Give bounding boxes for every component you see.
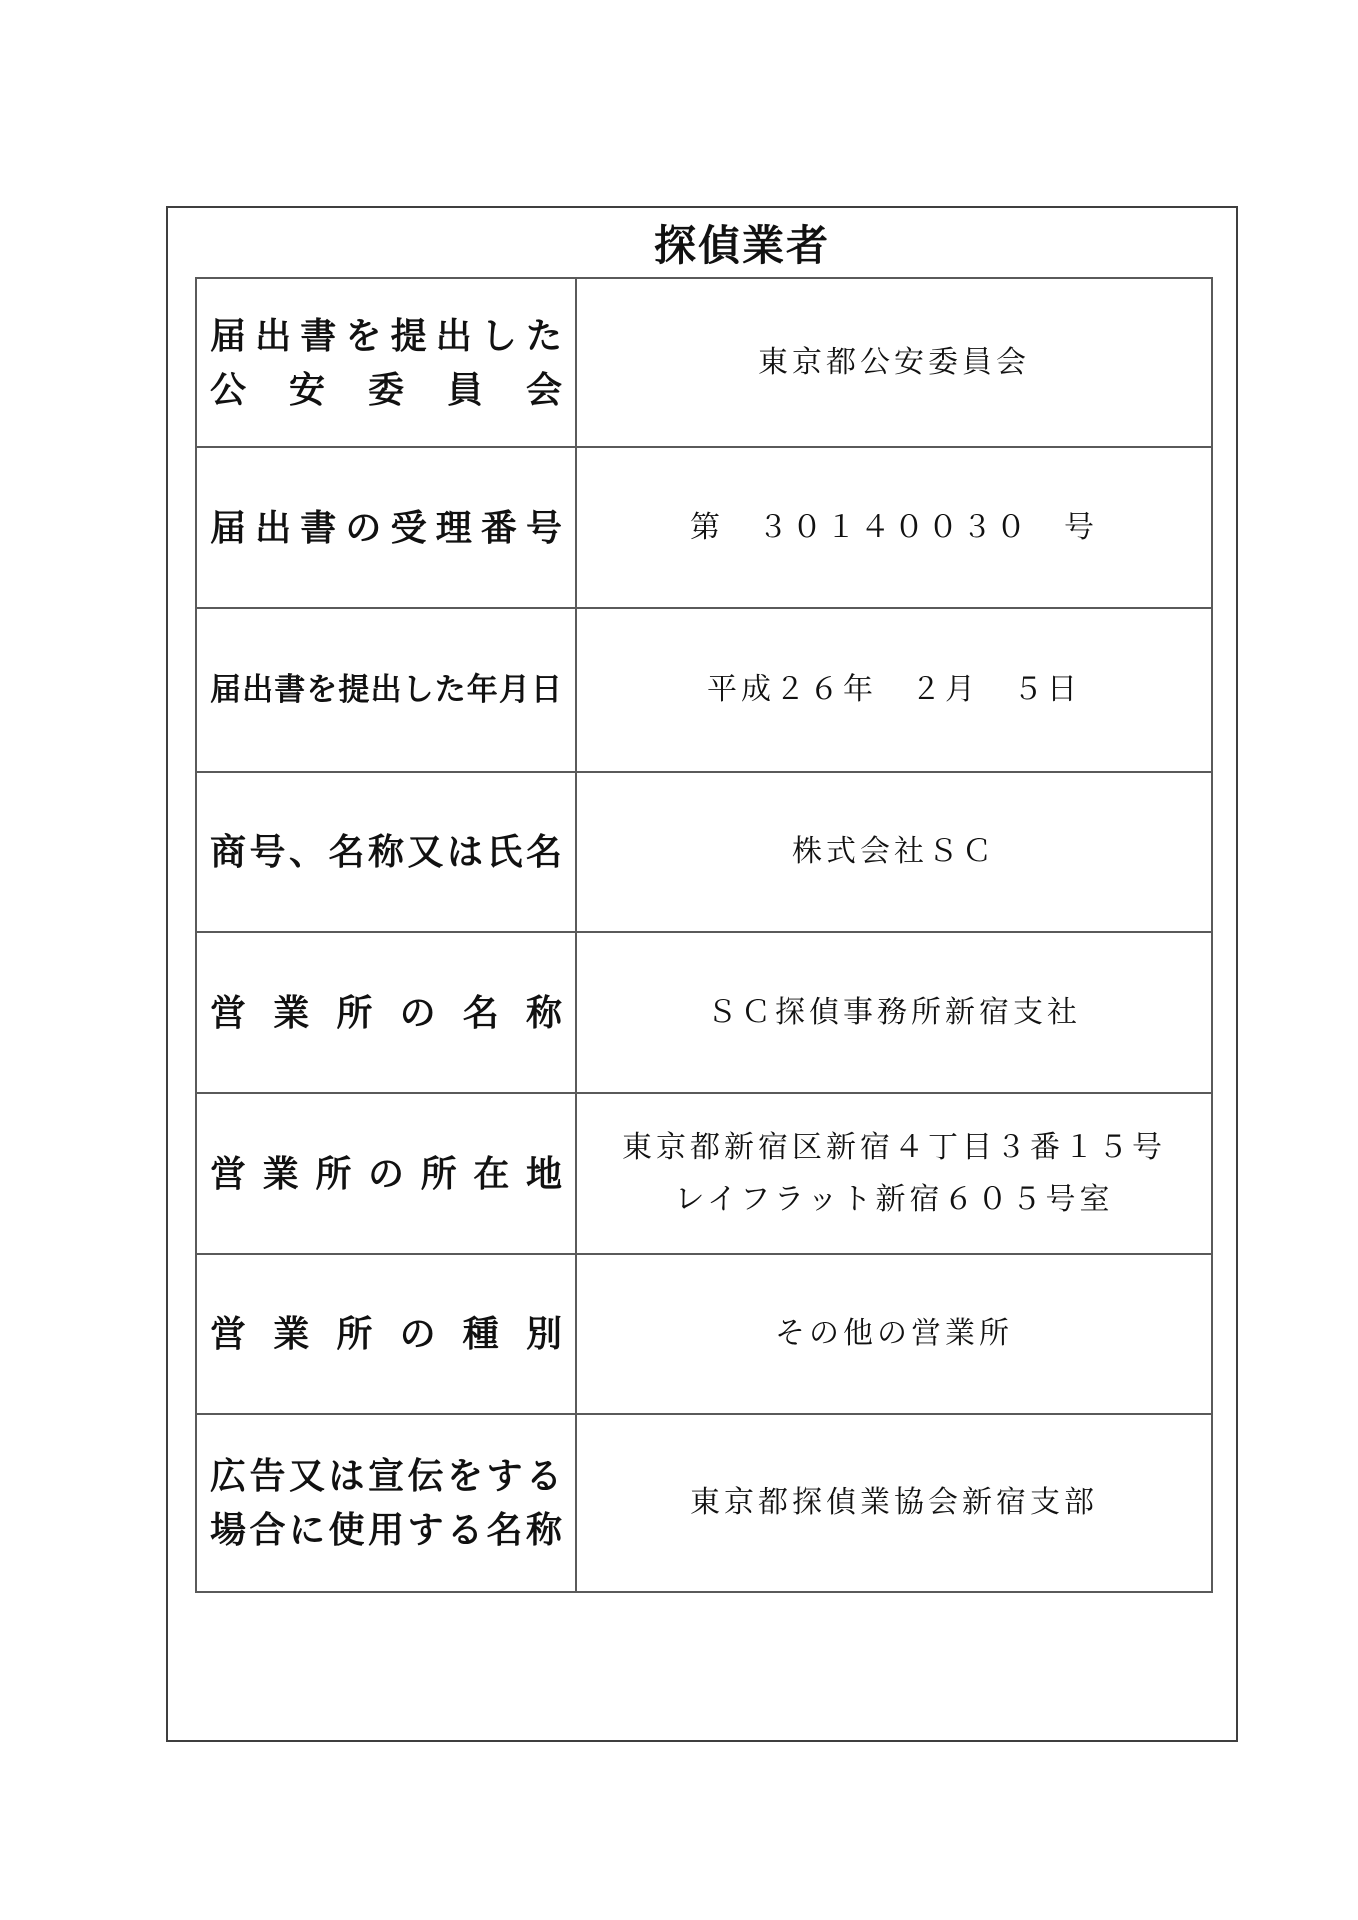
row-value-line: 第 ３０１４００３０ 号 — [690, 510, 1098, 544]
table-row — [197, 1253, 1211, 1413]
row-label-line: 営業所の種別 — [210, 1314, 562, 1354]
document-frame — [166, 206, 1238, 1742]
row-value-cell — [577, 448, 1211, 607]
row-value-line: 平成２６年 ２月 ５日 — [707, 673, 1081, 706]
document-title: 探偵業者 — [653, 223, 830, 270]
row-label-line: 公安委員会 — [210, 369, 562, 410]
row-value-line: 東京都公安委員会 — [758, 345, 1030, 379]
row-value-line: その他の営業所 — [775, 1317, 1013, 1350]
row-label-cell — [197, 279, 577, 446]
row-label-cell — [197, 448, 577, 607]
table-row — [197, 1413, 1211, 1591]
row-label-line: 届出書の受理番号 — [210, 507, 562, 548]
table-row — [197, 446, 1211, 607]
row-value-cell — [577, 933, 1211, 1092]
row-value-cell — [577, 1415, 1211, 1591]
row-label-cell — [197, 1094, 577, 1253]
row-label-cell — [197, 773, 577, 931]
row-value-cell — [577, 773, 1211, 931]
row-value-line: 東京都探偵業協会新宿支部 — [690, 1486, 1098, 1519]
row-label-cell — [197, 1415, 577, 1591]
row-label-line: 場合に使用する名称 — [210, 1510, 562, 1550]
row-value-line: ＳＣ探偵事務所新宿支社 — [707, 995, 1081, 1029]
row-label-line: 広告又は宣伝をする — [210, 1456, 562, 1496]
row-value-cell — [577, 1255, 1211, 1413]
row-value-cell — [577, 1094, 1211, 1253]
row-label-line: 営業所の所在地 — [210, 1153, 562, 1194]
row-label-line: 届出書を提出した年月日 — [210, 672, 562, 707]
table-row — [197, 1092, 1211, 1253]
detective-agency-table — [195, 277, 1213, 1593]
row-value-line: 株式会社ＳＣ — [792, 835, 996, 868]
row-label-cell — [197, 609, 577, 771]
row-value-line: レイフラット新宿６０５号室 — [674, 1182, 1114, 1216]
row-label-cell — [197, 933, 577, 1092]
table-row — [197, 279, 1211, 446]
row-label-line: 届出書を提出した — [210, 315, 562, 356]
row-label-line: 商号、名称又は氏名 — [210, 832, 562, 872]
row-label-cell — [197, 1255, 577, 1413]
row-value-cell — [577, 279, 1211, 446]
row-label-line: 営業所の名称 — [210, 992, 562, 1033]
table-row — [197, 771, 1211, 931]
row-value-cell — [577, 609, 1211, 771]
row-value-line: 東京都新宿区新宿４丁目３番１５号 — [622, 1130, 1166, 1164]
table-row — [197, 607, 1211, 771]
table-row — [197, 931, 1211, 1092]
